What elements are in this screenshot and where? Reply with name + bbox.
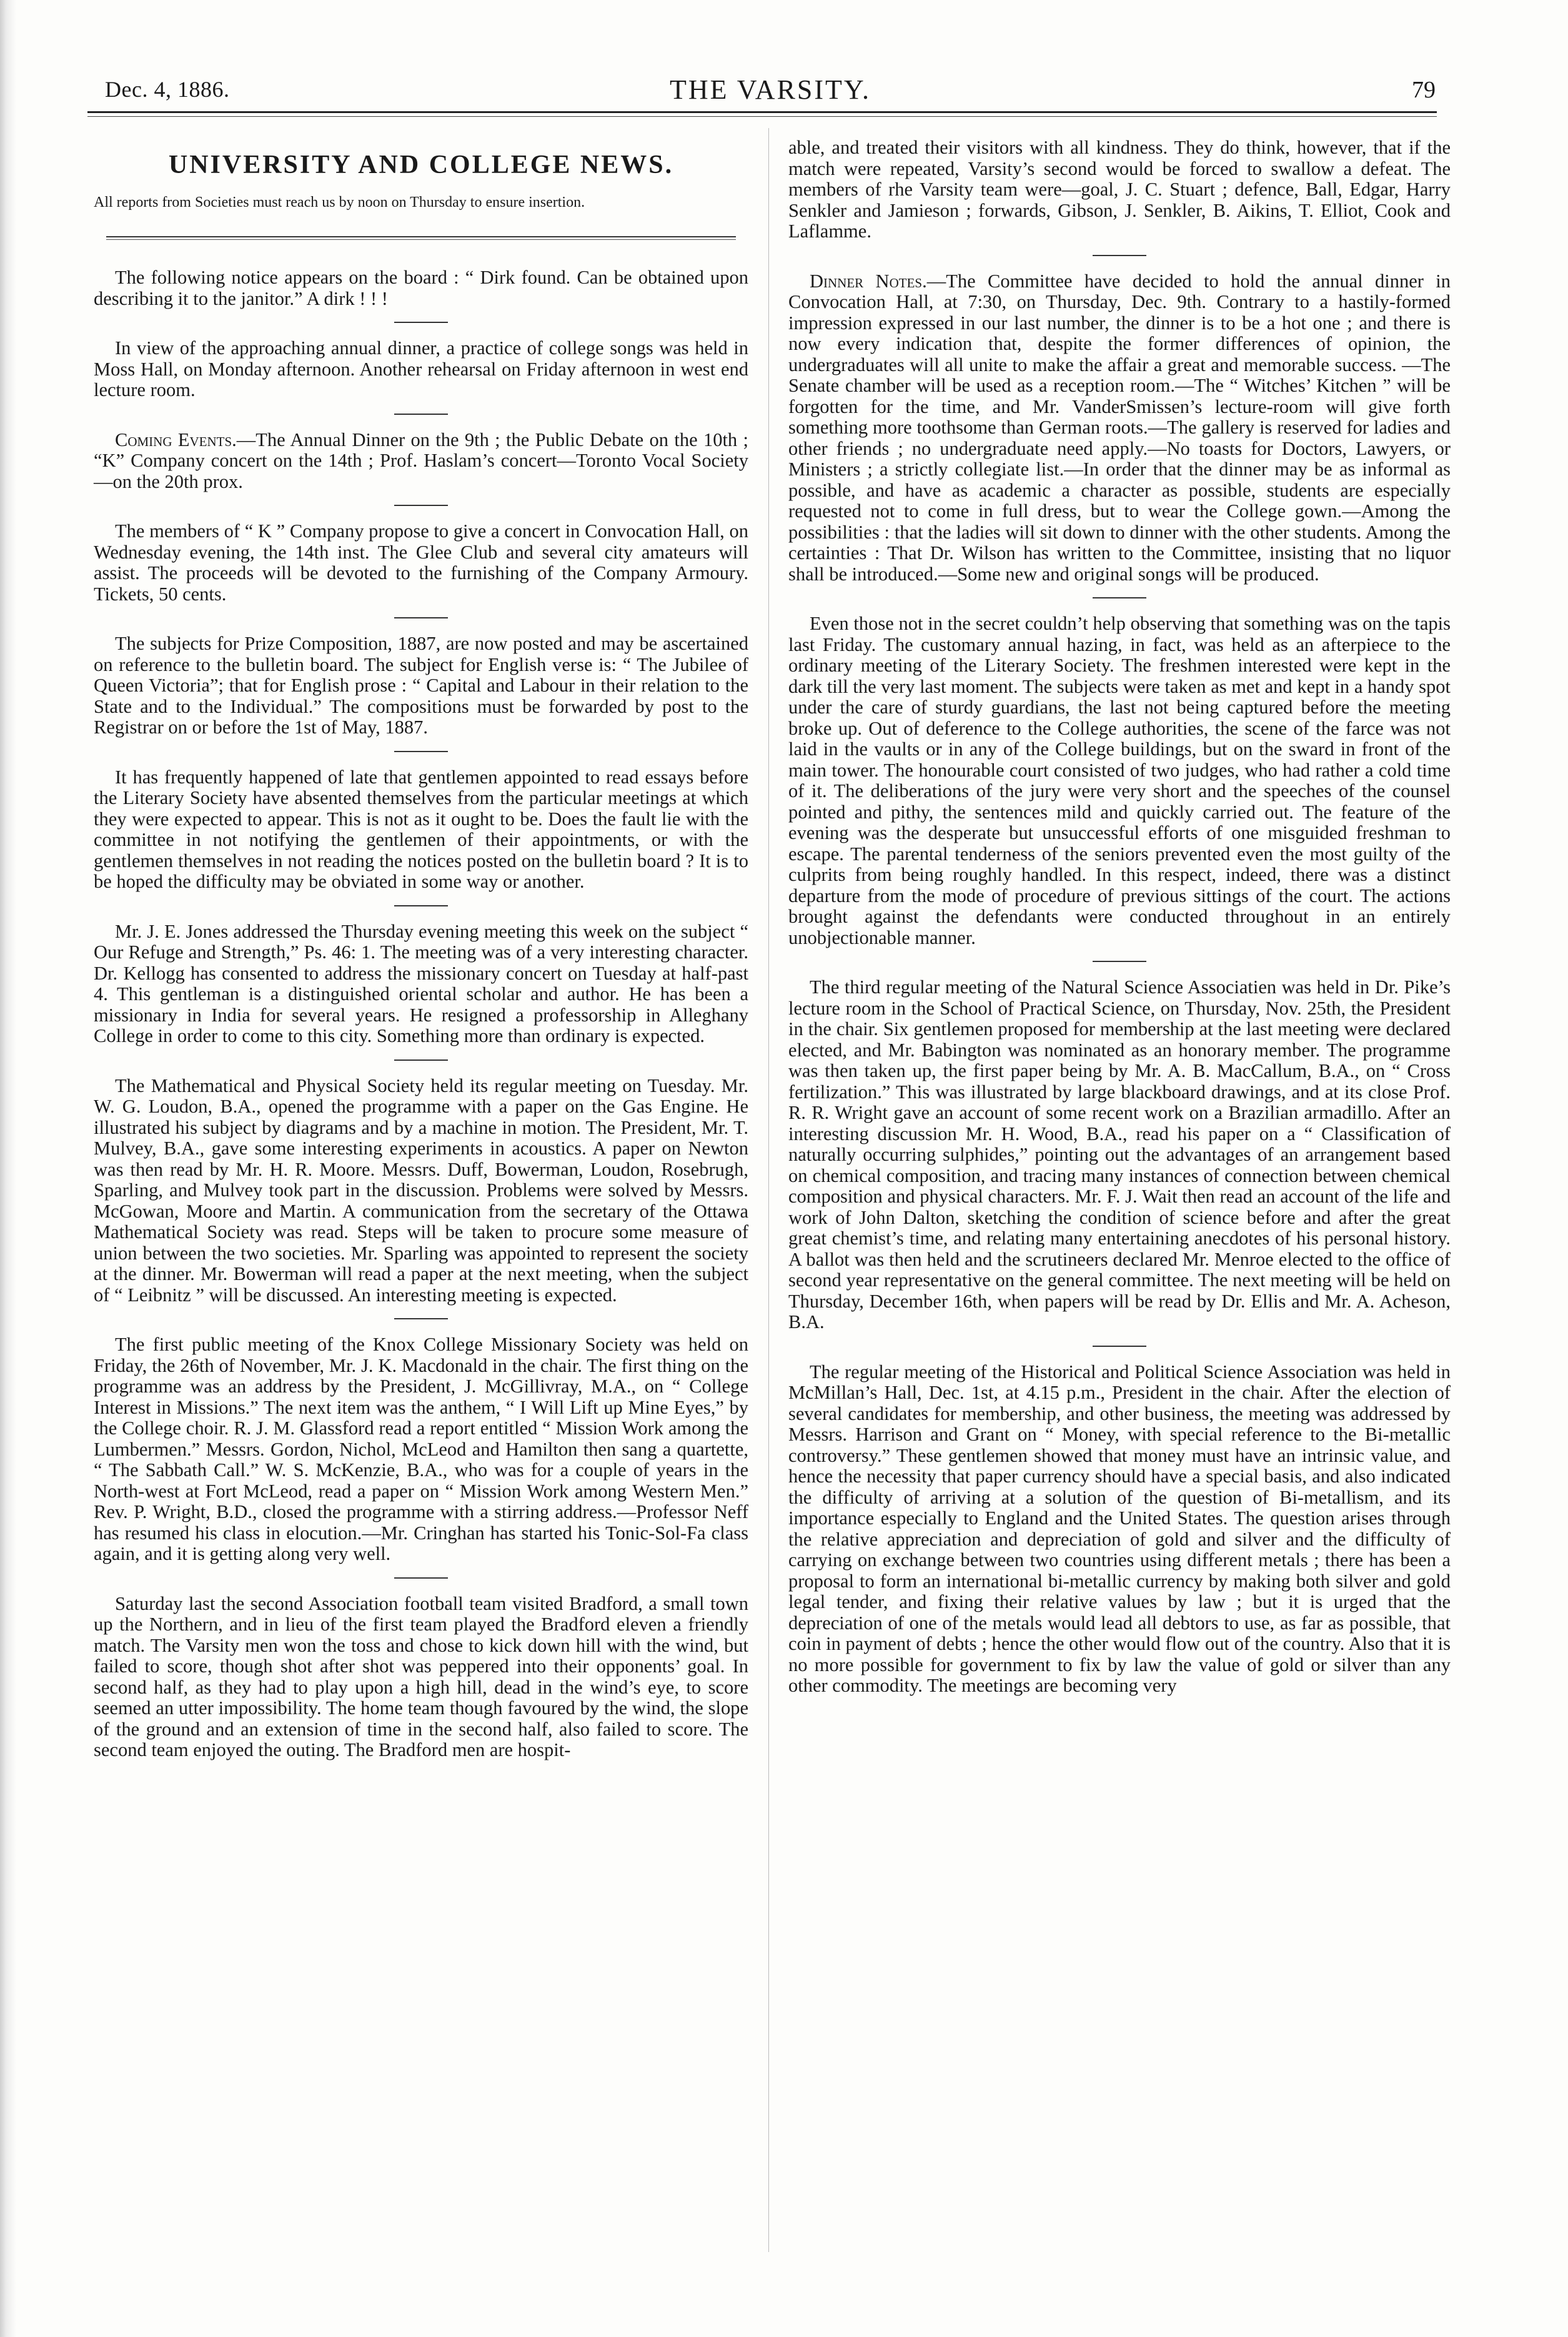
news-item-text: The first public meeting of the Knox College Missionary Society was held on Friday, the 26th of November, Mr. J. K. Macdonald in the chair. The first thing on the programme was an address by the President, J. McGillivray, M.A., on “ College Interest in Missions.” The next item was the anthem, “ I Will Lift up Mine Eyes,” by the College choir. R. J. M. Glassford read a report entitled “ Mission Work among the Lumbermen.” Messrs. Gordon, Nichol, McLeod and Hamilton then sang a quartette, “ The Sabbath Call.” W. S. McKenzie, B.A., who was for a couple of years in the North-west at Fort McLeod, read a paper on “ Mission Work among Western Men.” Rev. P. Wright, B.D., closed the programme with a stirring address.—Professor Neff has resumed his class in elocution.—Mr. Cringhan has started his Tonic-Sol-Fa class again, and it is getting along very well. bbox=[94, 1334, 748, 1564]
news-item bbox=[94, 1076, 748, 1306]
news-item-lead: Dinner Notes. bbox=[810, 270, 927, 292]
news-item bbox=[94, 767, 748, 893]
left-column bbox=[94, 137, 748, 1761]
news-item bbox=[94, 633, 748, 738]
article-separator bbox=[394, 322, 448, 323]
news-item-text: The Mathematical and Physical Society held its regular meeting on Tuesday. Mr. W. G. Loudon, B.A., opened the programme with a paper on the Gas Engine. He illustrated his subject by diagrams and by a machine in motion. The President, Mr. T. Mulvey, B.A., gave some interesting experiments in acoustics. A paper on Newton was then read by Mr. H. R. Moore. Messrs. Duff, Bowerman, Loudon, Rosebrugh, Sparling, and Mulvey took part in the discussion. Problems were solved by Messrs. McGowan, Moore and Martin. A communication from the secretary of the Ottawa Mathematical Society was read. Steps will be taken to procure some measure of union between the two societies. Mr. Sparling was appointed to represent the society at the dinner. Mr. Bowerman will read a paper at the next meeting, when the subject of “ Leibnitz ” will be discussed. An interesting meeting is expected. bbox=[94, 1074, 748, 1306]
article-separator bbox=[394, 905, 448, 906]
article-separator bbox=[394, 505, 448, 506]
article-separator bbox=[394, 1577, 448, 1579]
section-rule bbox=[106, 236, 736, 240]
news-item-text: The subjects for Prize Composition, 1887, are now posted and may be ascertained on reference to the bulletin board. The subject for English verse is: “ The Jubilee of Queen Victoria”; that for English prose : “ Capital and Labour in their relation to the State and to the Individual.” The compositions must be forwarded by post to the Registrar on or before the 1st of May, 1887. bbox=[94, 633, 748, 738]
news-item-text: The regular meeting of the Historical and Political Science Association was held in McMillan’s Hall, Dec. 1st, at 4.15 p.m., President in the chair. After the election of several candidates for membership, and other business, the meeting was addressed by Messrs. Harrison and Grant on “ Money, with special reference to the Bi-metallic controversy.” These gentlemen showed that money must have an intrinsic value, and hence the necessity that paper currency should have a special basis, and also indicated the difficulty of arriving at a solution of the question of Bi-metallism, and its importance especially to England and the United States. The question arises through the relative appreciation and depreciation of gold and silver and the difficulty of carrying on exchange between two countries using different metals ; there has been a proposal to form an international bi-metallic currency by making both silver and gold legal tender, and fixing their relative values by law ; but it is urged that the depreciation of one of the metals would lead all debtors to use, as far as possible, that coin in payment of debts ; hence the other would flow out of the country. Also that it is no more possible for government to fix by law the value of gold or silver than any other commodity. The meetings are becoming very bbox=[788, 1361, 1451, 1696]
news-item bbox=[94, 1334, 748, 1565]
news-item bbox=[94, 430, 748, 493]
news-item-text: —The Committee have decided to hold the annual dinner in Convocation Hall, at 7:30, on Thursday, Dec. 9th. Contrary to a hastily-formed impression expressed in our last number, the dinner is to be a hot one ; and there is now every indication that, despite the former differences of opinion, the undergraduates will all unite to make the affair a great and memorable success. —The Senate chamber will be used as a reception room.—The “ Witches’ Kitchen ” will be forgotten for the time, and Mr. VanderSmissen’s lecture-room will give forth something more toothsome than German roots.—The gallery is reserved for ladies and other friends ; no undergraduate need apply.—No toasts for Doctors, Lawyers, or Ministers ; a strictly collegiate list.—In order that the dinner may be as informal as possible, and have as academic a character as possible, students are especially requested not to come in full dress, but to wear the College gown.—Among the possibilities : that the ladies will sit down to dinner with the other students. Among the certainties : That Dr. Wilson has written to the Committee, insisting that no liquor shall be introduced.—Some new and original songs will be produced. bbox=[788, 270, 1451, 585]
article-separator bbox=[1093, 961, 1146, 962]
news-item bbox=[94, 921, 748, 1047]
news-item bbox=[788, 271, 1451, 585]
section-title: UNIVERSITY AND COLLEGE NEWS. bbox=[168, 151, 674, 179]
article-separator bbox=[394, 1059, 448, 1061]
column-divider bbox=[768, 128, 769, 2252]
issue-date: Dec. 4, 1886. bbox=[105, 77, 230, 102]
news-item-text: The members of “ K ” Company propose to give a concert in Convocation Hall, on Wednesday evening, the 14th inst. The Glee Club and several city amateurs will assist. The proceeds will be devoted to the furnishing of the Company Armoury. Tickets, 50 cents. bbox=[94, 520, 748, 605]
news-item-text: The third regular meeting of the Natural Science Associatien was held in Dr. Pike’s lecture room in the School of Practical Science, on Thursday, Nov. 25th, the President in the chair. Six gentlemen proposed for membership at the last meeting were declared elected, and Mr. Babington was nominated as an honorary member. The programme was then taken up, the first paper being by Mr. A. B. MacCallum, B.A., on “ Cross fertilization.” This was illustrated by large blackboard drawings, and at its close Prof. R. R. Wright gave an account of some recent work on a Brazilian armadillo. After an interesting discussion Mr. H. Wood, B.A., read his paper on a “ Classification of naturally occurring sulphides,” pointing out the advantages of an arrangement based on chemical composition, and tracing many instances of connection between chemical composition and physical characters. Mr. F. J. Wait then read an account of the life and work of John Dalton, sketching the condition of science before and after the great great chemist’s time, and relating many entertaining anecdotes of his personal history. A ballot was then held and the scrutineers declared Mr. Menroe elected to the office of second year representative on the general committee. The next meeting will be held on Thursday, December 16th, when papers will be read by Dr. Ellis and Mr. A. Acheson, B.A. bbox=[788, 976, 1451, 1332]
news-item bbox=[788, 1362, 1451, 1697]
left-news-items bbox=[94, 267, 748, 1761]
article-separator bbox=[1093, 1346, 1146, 1347]
news-item-text: In view of the approaching annual dinner, a practice of college songs was held in Moss Hall, on Monday afternoon. Another rehearsal on Friday afternoon in west end lecture room. bbox=[94, 337, 748, 400]
news-item bbox=[94, 1594, 748, 1761]
news-item bbox=[788, 613, 1451, 948]
article-separator bbox=[394, 1318, 448, 1319]
article-separator bbox=[394, 414, 448, 415]
news-item-text: It has frequently happened of late that gentlemen appointed to read essays before the Literary Society have absented themselves from the particular meetings at which they were expected to appear. This is not as it ought to be. Does the fault lie with the committee in not notifying the gentlemen of their appointments, or with the gentlemen themselves in not reading the notices posted on the bulletin board ? It is to be hoped the difficulty may be obviated in some way or another. bbox=[94, 766, 748, 892]
news-item-text: Mr. J. E. Jones addressed the Thursday evening meeting this week on the subject “ Our Refuge and Strength,” Ps. 46: 1. The meeting was of a very interesting character. Dr. Kellogg has consented to address the missionary concert on Tuesday at half-past 4. This gentleman is a distinguished oriental scholar and author. He has been a missionary in India for several years. He resigned a professorship in Alleghany College in order to come to this city. Something more than ordinary is expected. bbox=[94, 920, 748, 1046]
news-item-text: able, and treated their visitors with all kindness. They do think, however, that if the match were repeated, Varsity’s second would be forced to swallow a defeat. The members of rhe Varsity team were—goal, J. C. Stuart ; defence, Ball, Edgar, Harry Senkler and Jamieson ; forwards, Gibson, J. Senkler, B. Aikins, T. Elliot, Cook and Laflamme. bbox=[788, 137, 1451, 242]
right-column bbox=[788, 137, 1451, 1697]
news-item-text: Even those not in the secret couldn’t help observing that something was on the tapis last Friday. The customary annual hazing, in fact, was held as an afterpiece to the ordinary meeting of the Literary Society. The freshmen interested were kept in the dark till the very last moment. The subjects were taken as met and kept in a handy spot under the care of sturdy guardians, the last not being captured before the meeting broke up. Out of deference to the College authorities, the scene of the farce was not laid in the vaults or in any of the College buildings, but on the sward in front of the main tower. The honourable court consisted of two judges, who had rather a cold time of it. The deliberations of the jury were very short and the speeches of the counsel pointed and pithy, the sentences mild and quickly carried out. The feature of the evening was the desperate but unsuccessful efforts of one misguided freshman to escape. The parental tenderness of the seniors prevented even the most guilty of the culprits from being roughly handled. In this respect, indeed, there was a distinct departure from the mode of procedure of previous sittings of the court. The actions brought against the defendants were conducted throughout in an entirely unobjectionable manner. bbox=[788, 613, 1451, 948]
article-separator bbox=[394, 751, 448, 752]
news-item-lead: Coming Events. bbox=[115, 429, 237, 450]
header-rule bbox=[87, 111, 1437, 113]
right-news-items bbox=[788, 137, 1451, 1697]
article-separator bbox=[1093, 255, 1146, 256]
news-item-text: —The Annual Dinner on the 9th ; the Public Debate on the 10th ; “K” Company concert on the 14th ; Prof. Haslam’s concert—Toronto Vocal Society—on the 20th prox. bbox=[94, 429, 748, 492]
news-item bbox=[94, 267, 748, 309]
masthead-title: THE VARSITY. bbox=[669, 74, 871, 105]
news-item bbox=[94, 338, 748, 401]
news-item-text: Saturday last the second Association football team visited Bradford, a small town up the Northern, and in lieu of the first team played the Bradford eleven a friendly match. The Varsity men won the toss and chose to kick down hill with the wind, but failed to score, though shot after shot was peppered into their opponents’ goal. In second half, as they had to play upon a high hill, dead in the wind’s eye, to score seemed an utter impossibility. The home team though favoured by the wind, the slope of the ground and an extension of time in the second half, also failed to score. The second team enjoyed the outing. The Bradford men are hospit- bbox=[94, 1592, 748, 1760]
page-number: 79 bbox=[1412, 77, 1436, 103]
news-item-text: The following notice appears on the board : “ Dirk found. Can be obtained upon describing it to the janitor.” A dirk ! ! ! bbox=[94, 267, 748, 309]
header-rule-thin bbox=[87, 116, 1437, 117]
news-item bbox=[788, 977, 1451, 1333]
binding-edge bbox=[0, 0, 16, 2337]
news-item bbox=[94, 521, 748, 605]
submission-note: All reports from Societies must reach us by noon on Thursday to ensure insertion. bbox=[94, 194, 585, 211]
page-header bbox=[105, 70, 1436, 107]
article-separator bbox=[1093, 597, 1146, 598]
article-separator bbox=[394, 617, 448, 618]
news-item bbox=[788, 137, 1451, 242]
